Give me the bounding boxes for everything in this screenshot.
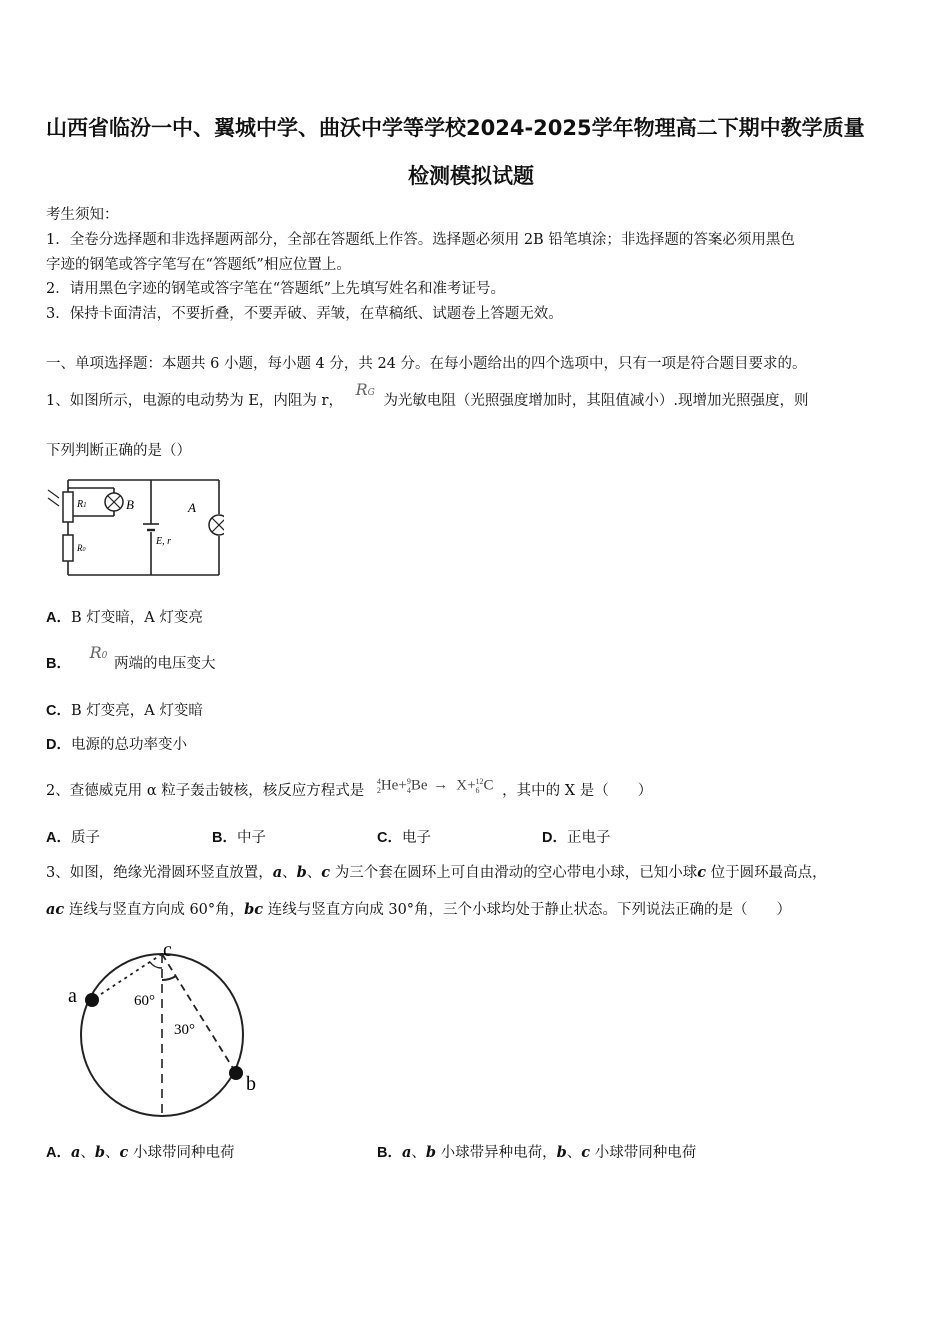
question-1-text — [46, 380, 809, 410]
nuclear-equation: 4 2 He+ 9 4 Be → X+ 12 6 C — [376, 776, 494, 795]
lamp-b-label: B — [126, 497, 134, 512]
q1-option-b[interactable]: B． R0 两端的电压变大 — [46, 643, 216, 672]
notice-item: 字迹的钢笔或答字笔写在“答题纸”相应位置上。 — [46, 257, 351, 273]
q1-option-a[interactable]: A．B 灯变暗，A 灯变亮 — [46, 610, 203, 626]
q2-option-d[interactable]: D．正电子 — [542, 830, 611, 846]
q3-option-a[interactable]: A．a、b、c 小球带同种电荷 — [46, 1144, 235, 1161]
lamp-a — [209, 515, 224, 535]
rg-symbol: RG — [355, 380, 375, 399]
q2-text-a: 2、查德威克用 α 粒子轰击铍核，核反应方程式是 — [46, 783, 365, 799]
q1-option-c[interactable]: C．B 灯变亮，A 灯变暗 — [46, 703, 203, 719]
q3-option-b[interactable]: B．a、b 小球带异种电荷，b、c 小球带同种电荷 — [377, 1144, 697, 1161]
page-title-line2: 检测模拟试题 — [408, 164, 534, 188]
angle-60-label: 60° — [134, 993, 155, 1009]
q1-option-d[interactable]: D．电源的总功率变小 — [46, 737, 187, 753]
resistor-r0 — [63, 535, 73, 561]
bc-line — [162, 954, 236, 1073]
source-label: E, r — [156, 536, 171, 547]
label-a: a — [68, 985, 77, 1007]
q2-text-b: ，其中的 X 是（ ） — [502, 783, 653, 799]
light-arrow — [48, 490, 59, 498]
ball-b — [229, 1066, 243, 1080]
question-1-text-line2: 下列判断正确的是（） — [46, 443, 191, 459]
notice-item: 3．保持卡面清洁，不要折叠，不要弄破、弄皱，在草稿纸、试题卷上答题无效。 — [46, 306, 563, 322]
notice-item: 2．请用黑色字迹的钢笔或答字笔在“答题纸”上先填写姓名和准考证号。 — [46, 281, 506, 297]
r0-symbol: R0 — [89, 643, 108, 662]
angle-30-label: 30° — [174, 1022, 195, 1038]
ball-a — [85, 993, 99, 1007]
light-arrow — [48, 498, 59, 506]
q2-option-b[interactable]: B．中子 — [212, 830, 266, 846]
r1-label: R1 — [77, 499, 87, 510]
section-heading: 一、单项选择题：本题共 6 小题，每小题 4 分，共 24 分。在每小题给出的四个选项中，只有一项是符合题目要求的。 — [46, 356, 807, 372]
label-c: c — [163, 940, 172, 961]
lamp-a-label: A — [188, 500, 196, 515]
angle-arc-60 — [150, 962, 162, 968]
q2-option-a[interactable]: A．质子 — [46, 830, 100, 846]
question-2-text — [46, 776, 653, 801]
question-3-text-line2: ac 连线与竖直方向成 60°角，bc 连线与竖直方向成 30°角，三个小球均处于静止状态。下列说法正确的是（ ） — [46, 901, 792, 918]
question-3-text: 3、如图，绝缘光滑圆环竖直放置，a、b、c 为三个套在圆环上可自由滑动的空心带电小球，已知小球c 位于圆环最高点， — [46, 864, 827, 881]
notice-item: 1．全卷分选择题和非选择题两部分，全部在答题纸上作答。选择题必须用 2B 铅笔填涂；非选择题的答案必须用黑色 — [46, 232, 795, 248]
resistor-r1 — [63, 492, 73, 522]
page-title: 山西省临汾一中、翼城中学、曲沃中学等学校2024-2025学年物理高二下期中教学质量 — [46, 116, 865, 140]
notice-heading: 考生须知： — [46, 207, 119, 223]
label-b: b — [246, 1073, 256, 1095]
circuit-diagram — [44, 470, 224, 585]
angle-arc-30 — [162, 976, 176, 980]
q1-text-a: 1、如图所示，电源的电动势为 E，内阻为 r， — [46, 393, 343, 409]
q1-text-b: 为光敏电阻（光照强度增加时，其阻值减小）.现增加光照强度，则 — [383, 393, 809, 409]
r0-label: R0 — [77, 543, 86, 553]
ring-diagram — [60, 940, 270, 1125]
q2-option-c[interactable]: C．电子 — [377, 830, 431, 846]
